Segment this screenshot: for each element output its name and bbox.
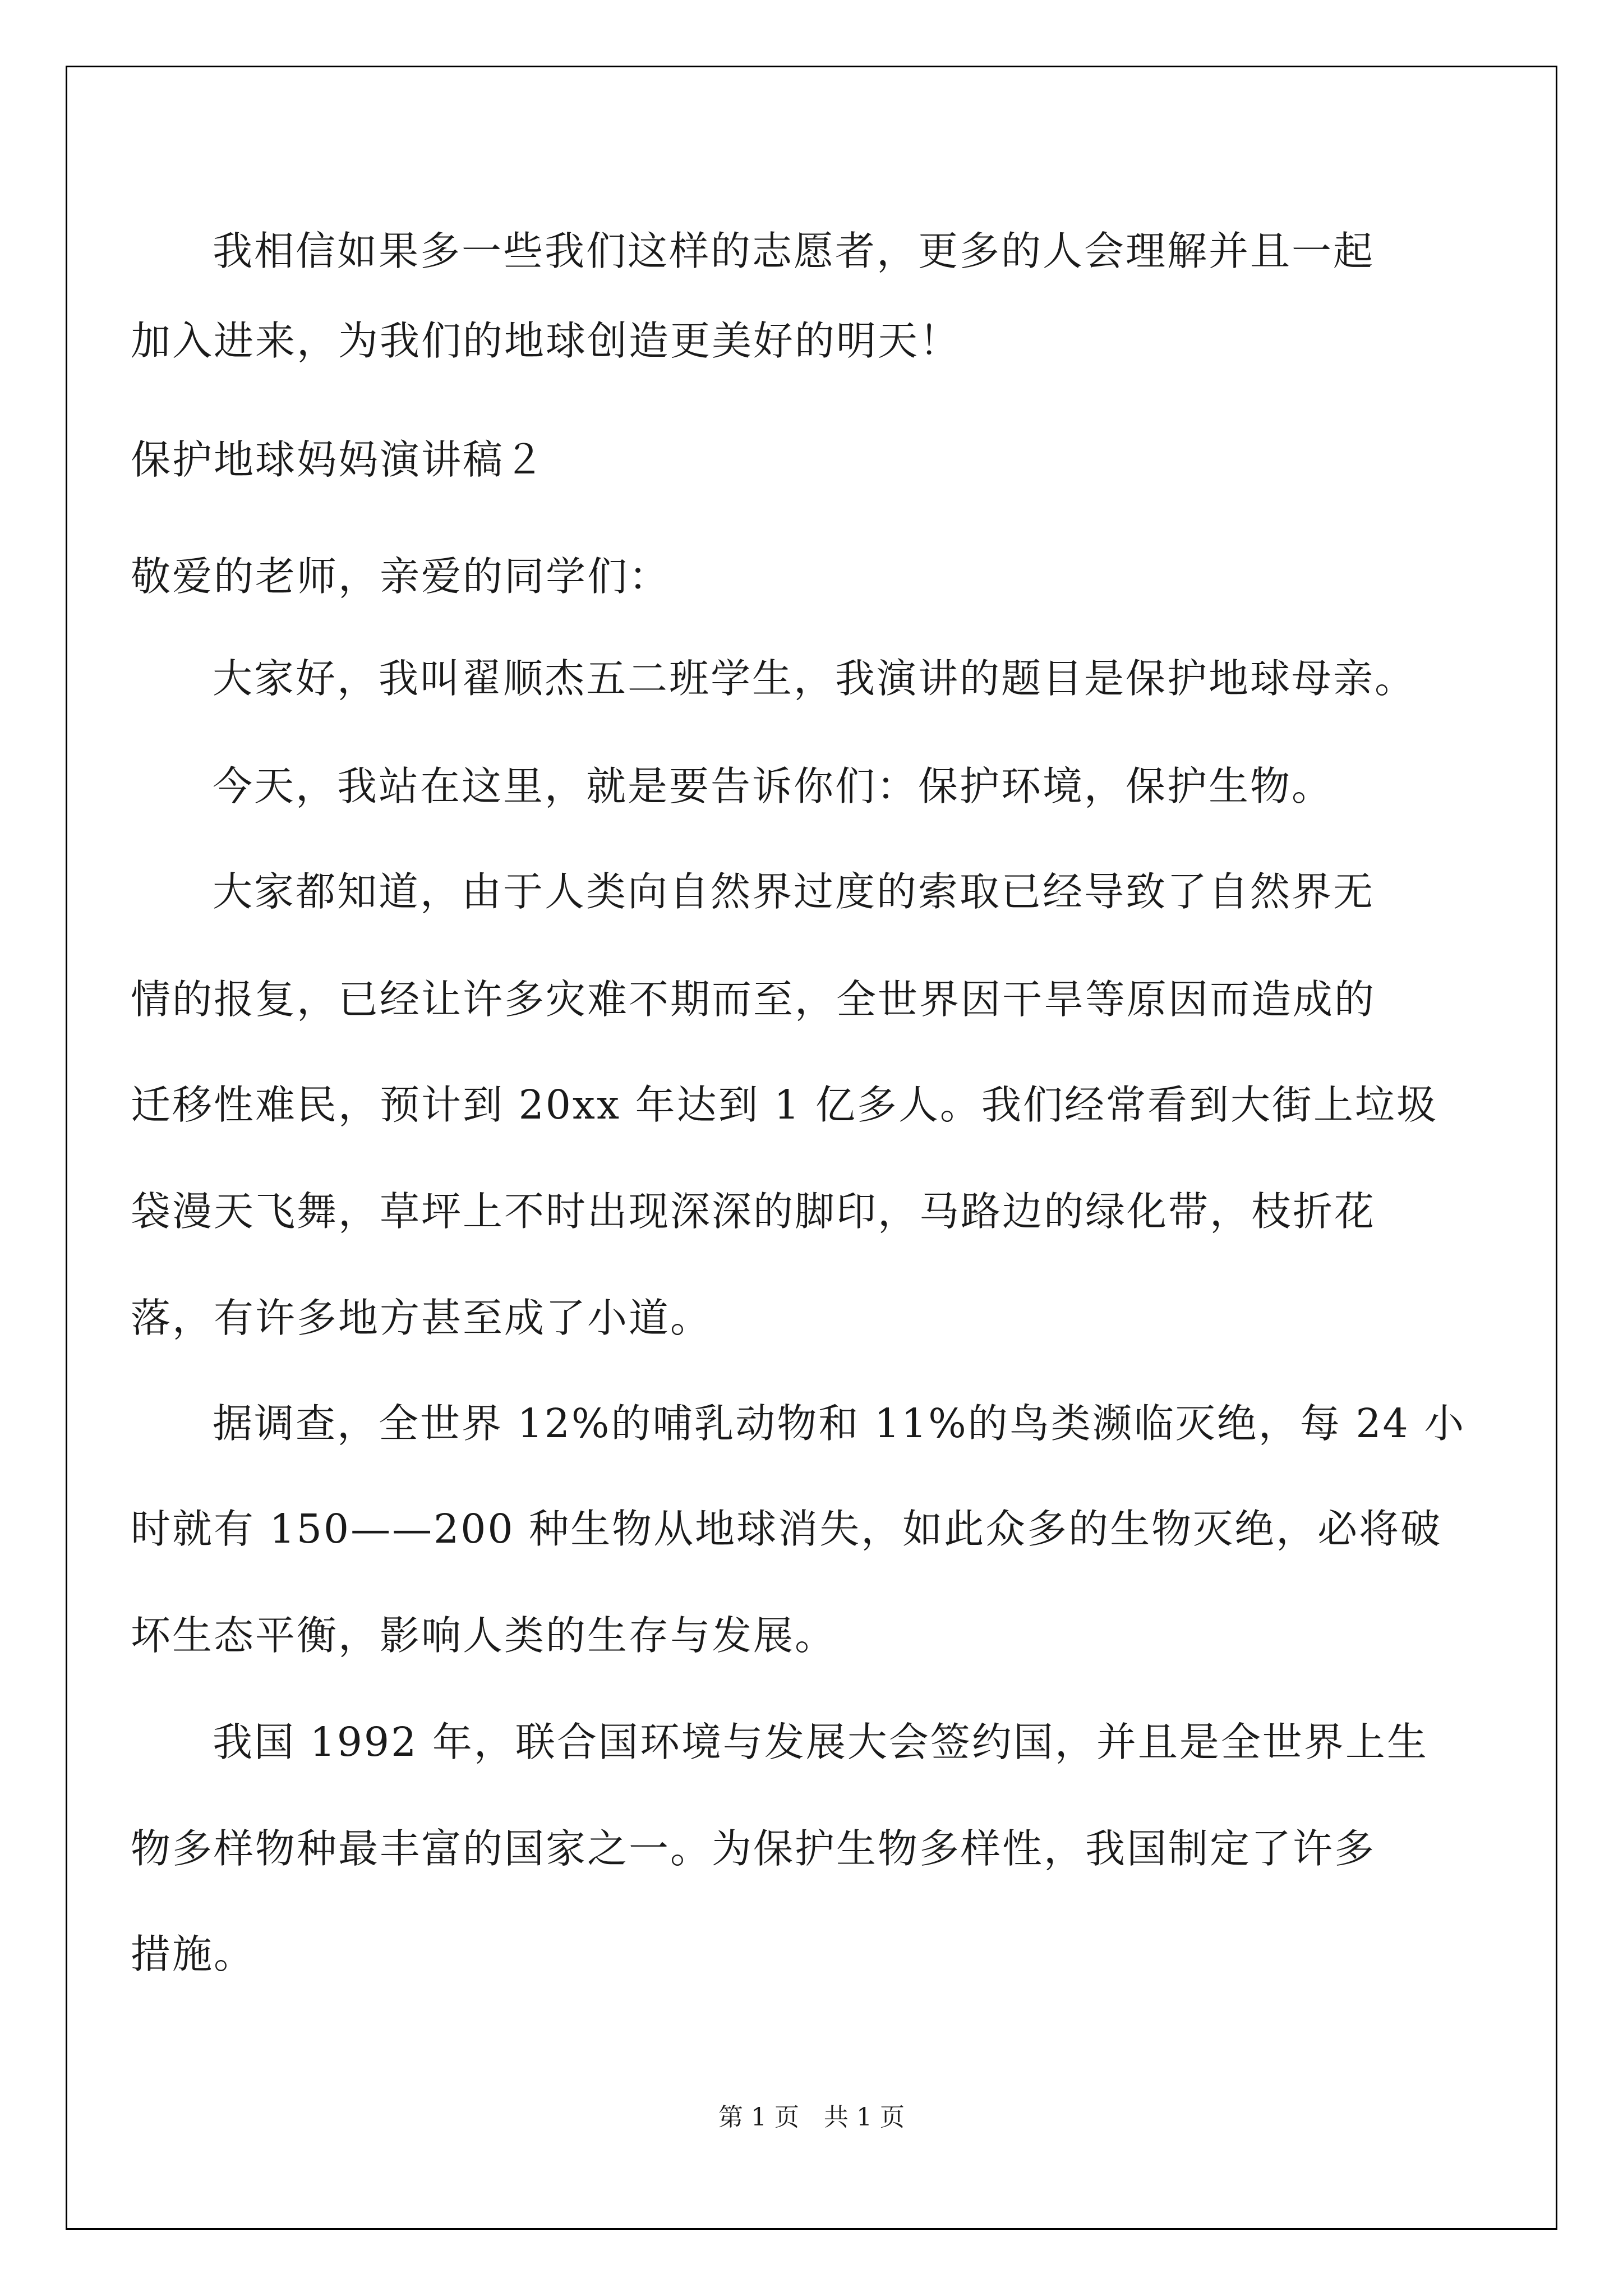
paragraph-line: 袋漫天飞舞，草坪上不时出现深深的脚印，马路边的绿化带，枝折花	[131, 1188, 1376, 1235]
section-heading: 保护地球妈妈演讲稿２	[131, 436, 546, 483]
document-body	[131, 0, 1492, 2296]
paragraph-line: 物多样物种最丰富的国家之一。为保护生物多样性，我国制定了许多	[131, 1825, 1376, 1872]
paragraph-line: 据调查，全世界 12%的哺乳动物和 11%的鸟类濒临灭绝，每 24 小	[213, 1400, 1466, 1447]
paragraph-line: 加入进来，为我们的地球创造更美好的明天！	[131, 318, 961, 364]
paragraph-line: 落，有许多地方甚至成了小道。	[131, 1295, 712, 1341]
paragraph-line: 我国 1992 年，联合国环境与发展大会签约国，并且是全世界上生	[213, 1719, 1428, 1765]
salutation: 敬爱的老师，亲爱的同学们：	[131, 553, 671, 600]
page-number-footer: 第 1 页 共 1 页	[718, 2103, 905, 2132]
paragraph-line: 措施。	[131, 1931, 256, 1977]
paragraph-line: 坏生态平衡，影响人类的生存与发展。	[131, 1612, 837, 1659]
paragraph-line: 情的报复，已经让许多灾难不期而至，全世界因干旱等原因而造成的	[131, 976, 1376, 1023]
paragraph-line: 大家都知道，由于人类向自然界过度的索取已经导致了自然界无	[213, 868, 1375, 915]
paragraph-line: 大家好，我叫翟顺杰五二班学生，我演讲的题目是保护地球母亲。	[213, 655, 1417, 702]
paragraph-line: 时就有 150——200 种生物从地球消失，如此众多的生物灭绝，必将破	[131, 1506, 1442, 1552]
paragraph-line: 迁移性难民，预计到 20xx 年达到 1 亿多人。我们经常看到大街上垃圾	[131, 1082, 1438, 1128]
paragraph-line: 我相信如果多一些我们这样的志愿者，更多的人会理解并且一起	[213, 228, 1375, 274]
paragraph-line: 今天，我站在这里，就是要告诉你们：保护环境，保护生物。	[213, 763, 1334, 809]
